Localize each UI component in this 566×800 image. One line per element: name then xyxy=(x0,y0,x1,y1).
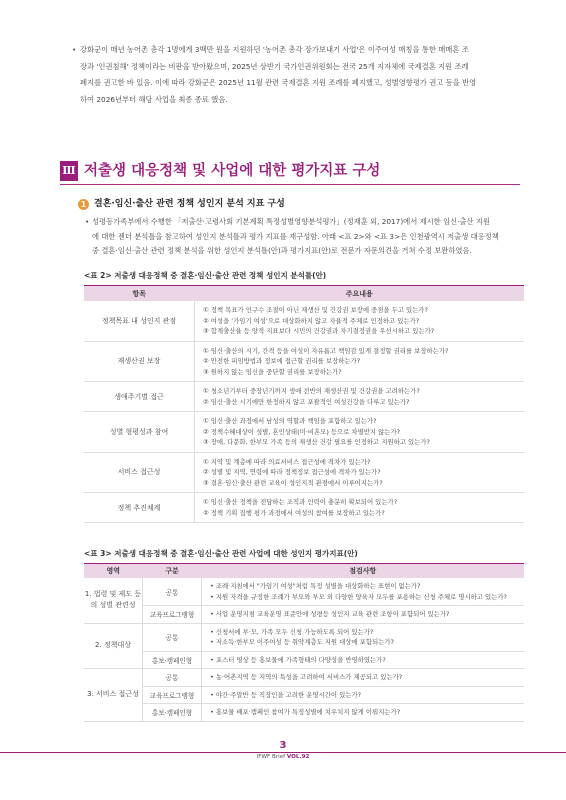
table2-item: ③ 장애, 다문화, 한부모 가족 등의 재생산 건강 필요를 인정하고 지원하고 있는가? xyxy=(203,438,430,446)
table-row xyxy=(84,412,524,453)
table3-type: 홍보·캠페인형 xyxy=(143,704,202,722)
table-row xyxy=(84,493,524,523)
table3 xyxy=(84,563,524,722)
table-row xyxy=(84,382,524,412)
table3-items xyxy=(202,704,525,722)
intro-line: 강화군이 매년 농어촌 총각 1명에게 3백만 원을 지원하던 '농어촌 총각 장가보내기 사업'은 이주여성 매칭을 통한 매매혼 조 xyxy=(80,45,469,54)
section-number: Ⅲ xyxy=(60,161,78,181)
table2-item: ① 임신·출산 정책을 전담하는 조직과 인력이 충분히 확보되어 있는가? xyxy=(203,498,398,506)
body-line: 중 결혼·임신·출산 관련 정책 분석을 위한 성인지 분석틀(안)과 평가지표(안)로 전문가 자문의견을 거쳐 수정 보완하였음. xyxy=(92,246,472,255)
table-row xyxy=(84,301,524,341)
table2-area: 정책 추진체계 xyxy=(84,493,195,523)
table3-type: 공통 xyxy=(143,669,202,687)
table2-item: ① 임신·출산의 시기, 간격 등을 여성이 자유롭고 책임감 있게 결정할 권리를 보장하는가? xyxy=(203,346,449,355)
table3-area: 2. 정책대상 xyxy=(84,623,143,669)
footer-divider xyxy=(0,752,566,753)
section-title: 저출생 대응정책 및 사업에 대한 평가지표 구성 xyxy=(84,163,381,179)
section-header xyxy=(60,160,520,185)
table2-item: ② 정책수혜대상이 성별, 혼인상태(미·비혼모) 등으로 차별받지 않는가? xyxy=(203,427,401,436)
table-row xyxy=(84,341,524,382)
table2-item: ① 청소년기부터 중장년기까지 생애 전반의 재생산권 및 건강권을 고려하는가? xyxy=(203,387,420,395)
intro-line: 하여 2026년부터 해당 사업을 최종 종료 했음. xyxy=(80,94,228,104)
table2-header-row xyxy=(84,286,524,302)
table2-item: ③ 원하지 않는 임신을 중단할 권리를 보장하는가? xyxy=(203,367,342,376)
table2-item: ② 성별 및 지역, 연령에 따라 정책정보 접근성에 격차가 있는가? xyxy=(203,468,381,476)
table2-item: ① 지역 및 계층에 따라 의료서비스 접근성에 격차가 있는가? xyxy=(203,457,371,466)
table2-header-area: 항목 xyxy=(84,286,195,302)
table3-area: 3. 서비스 접근성 xyxy=(84,669,143,722)
table3-items xyxy=(202,578,525,606)
table3-item: • 야간·주말반 등 직장인을 고려한 운영시간이 있는가? xyxy=(210,690,362,699)
table3-item: • 사업 운영지침 교육운영 표준안에 성평등 성인지 교육 관련 조항이 포함되어 있는가? xyxy=(210,610,450,618)
table2-item: ① 정책 목표가 인구수 조절이 아닌 재생산 및 건강권 보장에 중점을 두고 있는가? xyxy=(203,306,428,314)
table2-item: ② 정책 기획 집행 평가 과정에서 여성의 참여를 보장하고 있는가? xyxy=(203,508,385,517)
table2-area: 서비스 접근성 xyxy=(84,452,195,493)
body-line: 에 대한 젠더 분석틀을 참고하여 성인지 분석틀과 평가 지표를 재구성함. 아래 <표 2>와 <표 3>은 인천광역시 저출생 대응정책 xyxy=(92,231,499,241)
table-row xyxy=(84,452,524,493)
table2-item: ③ 합계출산율 등 양적 지표보다 시민의 건강권과 자기결정권을 우선시하고 있는가? xyxy=(203,327,435,335)
table2-items xyxy=(195,382,525,412)
bullet-dot: • xyxy=(72,45,77,54)
body-line: 성평등가족부에서 수행한 「저출산·고령사회 기본계획 특정성별영향분석평가」(정재훈 외, 2017)에서 제시한 임신·출산 지원 xyxy=(92,217,490,226)
table-row xyxy=(84,651,524,669)
table3-header-area: 영역 xyxy=(84,564,143,579)
body-bullet-paragraph xyxy=(85,215,522,259)
table3-items xyxy=(202,669,525,687)
table2-item: ② 임신·출산 시기에만 한정하지 않고 포괄적인 여성건강을 다루고 있는가? xyxy=(203,397,410,406)
table-row xyxy=(84,578,524,606)
table3-type: 교육프로그램형 xyxy=(143,686,202,704)
table2-item: ② 안전한 피임방법과 정보에 접근할 권리를 보장하는가? xyxy=(203,357,361,365)
subsection-title: 결혼·임신·출산 관련 정책 성인지 분석 지표 구성 xyxy=(94,199,285,209)
intro-bullet-paragraph xyxy=(72,42,520,108)
table2-area: 생애주기별 접근 xyxy=(84,382,195,412)
table-row xyxy=(84,704,524,722)
table2-caption: <표 2> 저출생 대응정책 중 결혼·임신·출산 관련 정책 성인지 분석틀(안) xyxy=(84,271,327,280)
table-row xyxy=(84,623,524,651)
bullet-dot: • xyxy=(85,217,90,226)
table2-items xyxy=(195,301,525,341)
table2-items xyxy=(195,493,525,523)
table3-items xyxy=(202,651,525,669)
table2-item: ① 임신·출산 과정에서 남성의 역할과 책임을 포함하고 있는가? xyxy=(203,417,377,425)
table3-item: • 신청서에 부·모, 가족 모두 신청 가능하도록 되어 있는가? xyxy=(210,627,374,636)
table3-items xyxy=(202,686,525,704)
table3-item: • 저소득·한부모 이주여성 등 취약계층도 지원 대상에 포함되는가? xyxy=(210,638,394,646)
table3-header-type: 구분 xyxy=(143,564,202,579)
table2-items xyxy=(195,341,525,382)
table2-header-content: 주요내용 xyxy=(195,286,525,302)
table2-area: 성별 형평성과 참여 xyxy=(84,412,195,453)
table2-item: ② 여성을 '가임기 여성'으로 대상화하지 않고 자율적 주체로 인정하고 있는가? xyxy=(203,316,420,325)
table3-item: • 포스터 영상 등 홍보물에 가족형태의 다양성을 반영하였는가? xyxy=(210,655,386,664)
intro-line: 장과 '인권침해' 정책이라는 비판을 받아왔으며, 2025년 상반기 국가인권위원회는 전국 25개 지자체에 국제결혼 지원 조례 xyxy=(80,61,469,71)
intro-line: 폐지를 권고한 바 있음. 이에 따라 강화군은 2025년 11월 관련 국제결혼 지원 조례를 폐지했고, 성별영향평가 권고 등을 반영 xyxy=(80,78,477,87)
table3-caption: <표 3> 저출생 대응정책 중 결혼·임신·출산 관련 사업에 대한 성인지 평가지표(안) xyxy=(84,549,358,558)
table2-items xyxy=(195,412,525,453)
table3-items xyxy=(202,606,525,624)
subsection-number: 1 xyxy=(78,199,89,210)
table3-type: 교육프로그램형 xyxy=(143,606,202,624)
table-row xyxy=(84,686,524,704)
footer-brand: IFWF Brief xyxy=(256,754,286,760)
table3-item: • 조례·지침에서 "가임기 여성"처럼 특정 성별을 대상화하는 표현이 없는가? xyxy=(210,582,421,590)
table3-area: 1. 법령 및 제도 등의 성별 관련성 xyxy=(84,578,143,623)
table3-items xyxy=(202,623,525,651)
table3-header-check: 점검사항 xyxy=(202,564,525,579)
table3-item: • 홍보물 배포·캠페인 참여가 특정성별에 치우치지 않게 이뤄지는가? xyxy=(210,708,401,716)
footer-volume: VOL.92 xyxy=(286,754,310,760)
table-row xyxy=(84,669,524,687)
table2-area: 정책목표 내 성인지 관점 xyxy=(84,301,195,341)
table2-item: ③ 결혼·임신·출산 관련 교육이 성인지적 관점에서 이루어지는가? xyxy=(203,478,383,487)
table3-type: 공통 xyxy=(143,578,202,606)
table3-item: • 지원 자격을 규정한 조례가 부모와 부모 외 다양한 양육자 모두를 포용하는 신청 주체로 명시하고 있는가? xyxy=(210,592,507,601)
table3-item: • 농·어촌지역 등 지역의 특성을 고려하여 서비스가 제공되고 있는가? xyxy=(210,673,403,681)
page-number: 3 xyxy=(279,740,287,751)
table3-type: 홍보·캠페인형 xyxy=(143,651,202,669)
table3-header-row xyxy=(84,564,524,579)
table3-type: 공통 xyxy=(143,623,202,651)
table2-items xyxy=(195,452,525,493)
table2-area: 재생산권 보장 xyxy=(84,341,195,382)
table-row xyxy=(84,606,524,624)
table2 xyxy=(84,285,524,523)
footer-label xyxy=(253,754,313,760)
